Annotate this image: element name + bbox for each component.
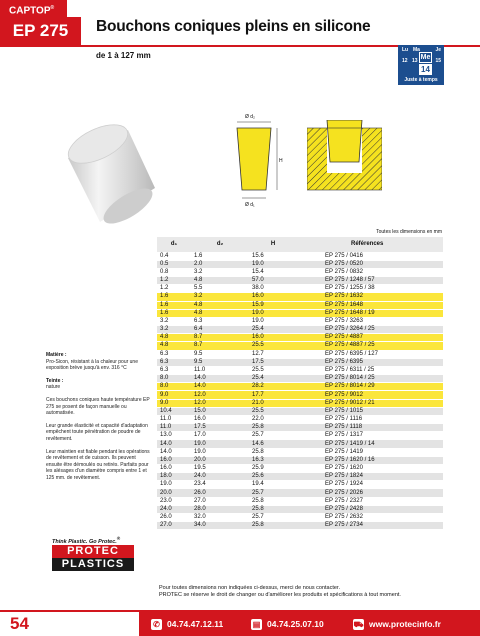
cell-d1: 1.6: [157, 301, 191, 309]
description-p1: Ces bouchons coniques haute température EP 275 se posent de façon manuelle ou automatisée.: [46, 396, 150, 417]
page-number: 54: [10, 614, 29, 633]
cell-reference: EP 275 / 6395: [297, 358, 443, 366]
cell-d2: 32.0: [191, 514, 249, 522]
cell-d2: 17.5: [191, 424, 249, 432]
cell-d1: 9.0: [157, 399, 191, 407]
cell-reference: EP 275 / 2428: [297, 505, 443, 513]
cell-reference: EP 275 / 3264 / 25: [297, 326, 443, 334]
badge-label: Juste à temps: [404, 77, 438, 83]
cell-d2: 3.2: [191, 293, 249, 301]
cell-d1: 16.0: [157, 456, 191, 464]
just-in-time-badge: [398, 45, 444, 85]
cell-d1: 9.0: [157, 391, 191, 399]
cell-d1: 10.4: [157, 407, 191, 415]
phone-number: 04.74.47.12.11: [167, 619, 224, 629]
cell-d2: 5.5: [191, 285, 249, 293]
cart-icon: ⛟: [353, 619, 364, 629]
cell-reference: EP 275 / 1620: [297, 464, 443, 472]
cell-h: 14.6: [249, 440, 297, 448]
page-subtitle: de 1 à 127 mm: [96, 51, 151, 60]
cell-h: 17.7: [249, 391, 297, 399]
phone-icon: ✆: [151, 619, 162, 630]
cell-d2: 24.0: [191, 473, 249, 481]
cell-reference: EP 275 / 1015: [297, 407, 443, 415]
cell-d1: 1.2: [157, 285, 191, 293]
cell-d2: 9.5: [191, 358, 249, 366]
cell-h: 21.0: [249, 399, 297, 407]
cell-d2: 19.5: [191, 464, 249, 472]
cell-d2: 12.0: [191, 399, 249, 407]
footnote-line-1: Pour toutes dimensions non indiquées ci-dessus, merci de nous contacter.: [159, 585, 340, 591]
table-row: [157, 358, 443, 366]
matiere-label: Matière :: [46, 352, 67, 358]
footnote-line-2: PROTEC se réserve le droit de changer ou d'améliorer les produits et spécifications à tout moment.: [159, 592, 401, 598]
cell-h: 25.6: [249, 473, 297, 481]
badge-date-15: 15: [435, 58, 441, 64]
cell-reference: EP 275 / 1648: [297, 301, 443, 309]
cell-d1: 6.3: [157, 366, 191, 374]
cell-h: 15.9: [249, 301, 297, 309]
cell-d2: 16.0: [191, 415, 249, 423]
cell-h: 25.5: [249, 407, 297, 415]
cell-d2: 17.0: [191, 432, 249, 440]
dimensions-note: Toutes les dimensions en mm: [376, 229, 442, 235]
cell-d2: 4.8: [191, 309, 249, 317]
table-row: [157, 350, 443, 358]
cell-d2: 19.0: [191, 448, 249, 456]
cell-d1: 18.0: [157, 473, 191, 481]
cell-h: 15.6: [249, 252, 297, 260]
cell-d2: 3.2: [191, 268, 249, 276]
badge-date-13: 13: [412, 58, 418, 64]
logo-line-1: PROTEC: [52, 545, 134, 558]
cell-d2: 4.8: [191, 301, 249, 309]
table-row: [157, 260, 443, 268]
cell-d1: 27.0: [157, 522, 191, 530]
cell-d1: 3.2: [157, 317, 191, 325]
footer: [0, 610, 480, 636]
table-row: [157, 514, 443, 522]
description-p2: Leur grande élasticité et capacité d'adaptation empêchent toute pénétration de poudre de revêtement.: [46, 422, 148, 442]
cell-d2: 1.6: [191, 252, 249, 260]
cell-d1: 11.0: [157, 424, 191, 432]
table-row: [157, 489, 443, 497]
cell-reference: EP 275 / 1924: [297, 481, 443, 489]
cell-h: 25.8: [249, 522, 297, 530]
cell-d2: 34.0: [191, 522, 249, 530]
cell-d1: 11.0: [157, 415, 191, 423]
cell-reference: EP 275 / 1317: [297, 432, 443, 440]
cell-d2: 27.0: [191, 497, 249, 505]
cell-h: 19.0: [249, 260, 297, 268]
cell-d1: 14.0: [157, 448, 191, 456]
cell-d2: 6.4: [191, 326, 249, 334]
table-row: [157, 399, 443, 407]
cell-reference: EP 275 / 2026: [297, 489, 443, 497]
table-footnote: [159, 585, 401, 599]
table-row: [157, 375, 443, 383]
label-d1: Ø d₁: [245, 202, 255, 208]
table-row: [157, 366, 443, 374]
cell-h: 25.8: [249, 424, 297, 432]
cell-d1: 26.0: [157, 514, 191, 522]
logo-line-2: PLASTICS: [52, 558, 134, 571]
table-row: [157, 440, 443, 448]
cell-h: 25.7: [249, 432, 297, 440]
cell-h: 25.8: [249, 505, 297, 513]
table-row: [157, 407, 443, 415]
dimensions-body: [157, 252, 443, 530]
cell-h: 25.9: [249, 464, 297, 472]
cell-d1: 6.3: [157, 358, 191, 366]
cell-reference: EP 275 / 1419: [297, 448, 443, 456]
protec-logo: [52, 545, 134, 571]
cell-d2: 11.0: [191, 366, 249, 374]
table-row: [157, 334, 443, 342]
cell-h: 25.4: [249, 375, 297, 383]
cell-d1: 1.6: [157, 309, 191, 317]
cell-reference: EP 275 / 6395 / 127: [297, 350, 443, 358]
cell-reference: EP 275 / 0832: [297, 268, 443, 276]
cell-d2: 19.0: [191, 440, 249, 448]
badge-day-je: Je: [435, 47, 441, 53]
cell-h: 25.8: [249, 497, 297, 505]
cell-reference: EP 275 / 4887: [297, 334, 443, 342]
phone-contact[interactable]: [151, 618, 223, 630]
table-row: [157, 522, 443, 530]
cell-reference: EP 275 / 1648 / 19: [297, 309, 443, 317]
cell-d1: 19.0: [157, 481, 191, 489]
cell-d2: 14.0: [191, 383, 249, 391]
cell-d2: 12.0: [191, 391, 249, 399]
cell-reference: EP 275 / 1419 / 14: [297, 440, 443, 448]
cell-reference: EP 275 / 1632: [297, 293, 443, 301]
cell-d1: 4.8: [157, 334, 191, 342]
brand-mark: ®: [50, 5, 55, 11]
table-row: [157, 424, 443, 432]
tagline-mark: ®: [116, 536, 121, 541]
cell-h: 15.4: [249, 268, 297, 276]
cell-reference: EP 275 / 8014 / 25: [297, 375, 443, 383]
cell-d2: 4.8: [191, 277, 249, 285]
cell-h: 25.4: [249, 326, 297, 334]
badge-date-14: 14: [419, 64, 432, 75]
table-row: [157, 326, 443, 334]
cell-d1: 13.0: [157, 432, 191, 440]
table-row: [157, 415, 443, 423]
col-h: H: [249, 237, 297, 252]
cell-d1: 8.0: [157, 383, 191, 391]
contact-bar: [139, 612, 480, 636]
cell-d1: 0.8: [157, 268, 191, 276]
label-d2: Ø d₂: [245, 114, 255, 120]
cell-reference: EP 275 / 1248 / 57: [297, 277, 443, 285]
cell-d1: 3.2: [157, 326, 191, 334]
dimensions-table: [157, 237, 443, 530]
col-d1: d₁: [157, 237, 191, 252]
table-row: [157, 293, 443, 301]
cell-h: 28.2: [249, 383, 297, 391]
cell-d2: 15.0: [191, 407, 249, 415]
cell-h: 22.0: [249, 415, 297, 423]
table-row: [157, 285, 443, 293]
tagline-text: Think Plastic. Go Protec.: [52, 538, 117, 545]
table-row: [157, 497, 443, 505]
fax-contact[interactable]: [251, 618, 324, 630]
cell-d2: 8.7: [191, 334, 249, 342]
table-row: [157, 432, 443, 440]
cell-h: 16.0: [249, 293, 297, 301]
cell-d1: 4.8: [157, 342, 191, 350]
cell-reference: EP 275 / 2734: [297, 522, 443, 530]
badge-day-lu: Lu: [402, 47, 409, 53]
brand-name: CAPTOP: [9, 5, 51, 17]
cell-h: 57.0: [249, 277, 297, 285]
table-row: [157, 448, 443, 456]
cell-reference: EP 275 / 6311 / 25: [297, 366, 443, 374]
matiere-text: Pro-Sicon, résistant à la chaleur pour une exposition brève jusqu'à env. 316 °C: [46, 358, 138, 372]
cell-reference: EP 275 / 2327: [297, 497, 443, 505]
cell-reference: EP 275 / 2632: [297, 514, 443, 522]
cell-d2: 23.4: [191, 481, 249, 489]
website-url: www.protecinfo.fr: [369, 619, 441, 629]
fax-icon: ▤: [252, 619, 261, 629]
table-row: [157, 342, 443, 350]
cell-reference: EP 275 / 0520: [297, 260, 443, 268]
cell-d1: 0.5: [157, 260, 191, 268]
page-title: Bouchons coniques pleins en silicone: [96, 18, 371, 35]
table-row: [157, 473, 443, 481]
cell-h: 25.7: [249, 514, 297, 522]
table-row: [157, 268, 443, 276]
product-description: [46, 352, 150, 488]
cell-reference: EP 275 / 9012: [297, 391, 443, 399]
cell-d2: 28.0: [191, 505, 249, 513]
fax-number: 04.74.25.07.10: [267, 619, 324, 629]
brand-tab: [0, 0, 67, 17]
table-row: [157, 383, 443, 391]
col-references: Références: [297, 237, 443, 252]
cell-reference: EP 275 / 9012 / 21: [297, 399, 443, 407]
cell-h: 38.0: [249, 285, 297, 293]
col-d2: d₂: [191, 237, 249, 252]
cell-d1: 16.0: [157, 464, 191, 472]
cell-h: 19.0: [249, 317, 297, 325]
teinte-label: Teinte :: [46, 377, 64, 384]
product-photo: [50, 110, 165, 235]
label-h: H: [279, 158, 283, 164]
table-row: [157, 456, 443, 464]
cell-d1: 23.0: [157, 497, 191, 505]
cell-reference: EP 275 / 1620 / 16: [297, 456, 443, 464]
product-reference: EP 275: [0, 17, 81, 45]
cell-h: 25.5: [249, 366, 297, 374]
cell-h: 17.5: [249, 358, 297, 366]
cell-d1: 0.4: [157, 252, 191, 260]
table-row: [157, 301, 443, 309]
cell-h: 16.0: [249, 334, 297, 342]
badge-day-me: Me: [420, 54, 431, 61]
table-row: [157, 317, 443, 325]
table-row: [157, 252, 443, 260]
cell-reference: EP 275 / 8014 / 29: [297, 383, 443, 391]
teinte-text: nature: [46, 384, 61, 391]
cell-d1: 6.3: [157, 350, 191, 358]
tagline: [52, 536, 120, 545]
cell-h: 19.4: [249, 481, 297, 489]
table-row: [157, 464, 443, 472]
cell-reference: EP 275 / 1824: [297, 473, 443, 481]
badge-date-12: 12: [402, 58, 408, 64]
description-p3: Leur maintien est fiable pendant les opérations de revêtement et de cuisson. Ils peuvent ensuite être démoulés ou retirés. Parfaits pour les alésages d'un diamètre compris entre 1 et 125 mm. de revêtement.: [46, 448, 150, 481]
cell-d1: 1.6: [157, 293, 191, 301]
badge-day-ma: Ma: [413, 47, 420, 53]
cell-reference: EP 275 / 1255 / 38: [297, 285, 443, 293]
cell-reference: EP 275 / 1118: [297, 424, 443, 432]
cell-h: 25.5: [249, 342, 297, 350]
cell-h: 25.8: [249, 448, 297, 456]
cell-d2: 6.3: [191, 317, 249, 325]
table-row: [157, 309, 443, 317]
cell-d1: 20.0: [157, 489, 191, 497]
cell-d2: 20.0: [191, 456, 249, 464]
cell-d1: 14.0: [157, 440, 191, 448]
cell-reference: EP 275 / 1116: [297, 415, 443, 423]
cell-h: 19.0: [249, 309, 297, 317]
cell-d2: 2.0: [191, 260, 249, 268]
installation-section: [307, 120, 382, 200]
table-row: [157, 505, 443, 513]
cell-d1: 24.0: [157, 505, 191, 513]
cell-d1: 1.2: [157, 277, 191, 285]
cell-d2: 14.0: [191, 375, 249, 383]
table-row: [157, 277, 443, 285]
cell-d1: 8.0: [157, 375, 191, 383]
website-link[interactable]: [353, 618, 441, 630]
cell-d2: 8.7: [191, 342, 249, 350]
cell-d2: 9.5: [191, 350, 249, 358]
cell-d2: 26.0: [191, 489, 249, 497]
cell-reference: EP 275 / 0416: [297, 252, 443, 260]
table-row: [157, 481, 443, 489]
cell-reference: EP 275 / 4887 / 25: [297, 342, 443, 350]
cell-h: 12.7: [249, 350, 297, 358]
cell-h: 25.7: [249, 489, 297, 497]
table-row: [157, 391, 443, 399]
cell-reference: EP 275 / 3263: [297, 317, 443, 325]
cell-h: 16.3: [249, 456, 297, 464]
